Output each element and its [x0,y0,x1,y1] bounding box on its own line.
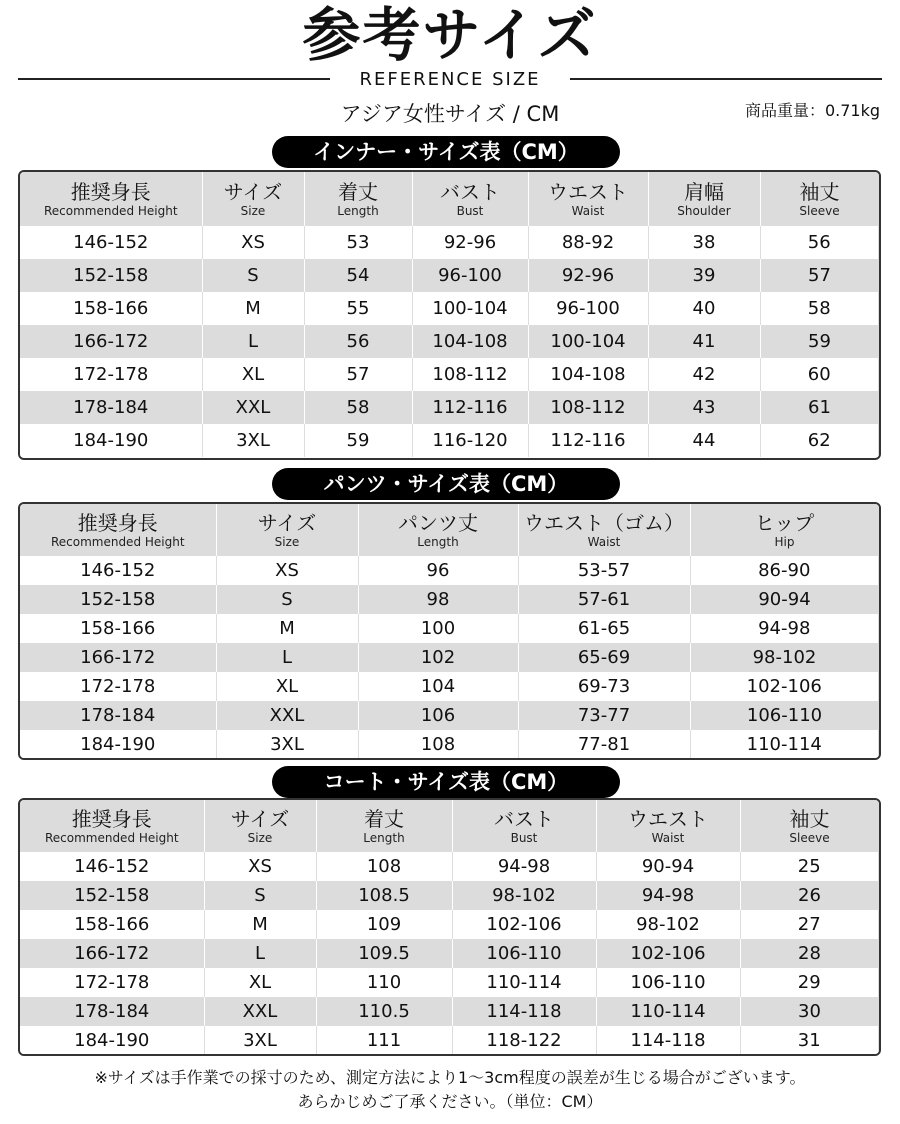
table-cell: 110.5 [316,997,452,1026]
table-row [20,585,879,614]
table-cell: 77-81 [518,730,690,759]
table-cell: 114-118 [452,997,596,1026]
inner-size-table [20,172,879,457]
table-cell: 178-184 [20,997,204,1026]
footer-note-line1: ※サイズは手作業での採寸のため、測定方法により1～3cm程度の誤差が生じる場合がございます。 [94,1068,806,1087]
inner-col-header [202,172,304,226]
table-cell: 108 [358,730,518,759]
table-cell: 112-116 [528,424,648,457]
table-row [20,325,879,358]
table-cell: 100-104 [412,292,528,325]
coat-col-header-en: Recommended Height [44,831,179,845]
inner-col-header [304,172,412,226]
pants-col-header-jp: パンツ丈 [398,511,478,535]
table-cell: 3XL [216,730,358,759]
coat-col-header-jp: 推奨身長 [71,807,152,831]
coat-col-header-en: Bust [510,831,538,845]
table-cell: 38 [648,226,760,259]
inner-col-header-en: Length [337,204,379,218]
pants-col-header [20,504,216,556]
table-cell: XXL [204,997,316,1026]
pants-col-header [216,504,358,556]
table-cell: 73-77 [518,701,690,730]
table-cell: M [202,292,304,325]
table-cell: 54 [304,259,412,292]
table-cell: 58 [304,391,412,424]
table-cell: 106-110 [452,939,596,968]
inner-col-header-jp: サイズ [223,180,283,204]
table-cell: 29 [740,968,879,997]
table-cell: 152-158 [20,259,202,292]
table-cell: 61-65 [518,614,690,643]
coat-col-header-jp: 袖丈 [789,807,830,831]
table-row [20,556,879,585]
table-cell: 106-110 [690,701,879,730]
table-cell: 69-73 [518,672,690,701]
pants-col-header-jp: サイズ [257,511,317,535]
table-cell: 56 [760,226,879,259]
table-row [20,292,879,325]
table-cell: 184-190 [20,730,216,759]
table-cell: 57 [304,358,412,391]
header-rule-left [18,78,330,80]
table-row [20,424,879,457]
inner-col-header-en: Sleeve [799,204,840,218]
table-cell: 88-92 [528,226,648,259]
table-cell: 28 [740,939,879,968]
coat-col-header [596,800,740,852]
table-cell: 108.5 [316,881,452,910]
table-cell: XL [204,968,316,997]
table-cell: 53 [304,226,412,259]
table-cell: 158-166 [20,292,202,325]
table-cell: 114-118 [596,1026,740,1055]
table-cell: 98-102 [452,881,596,910]
table-cell: 90-94 [596,852,740,881]
inner-col-header-en: Recommended Height [43,204,178,218]
table-cell: 152-158 [20,585,216,614]
table-cell: 61 [760,391,879,424]
table-cell: 59 [760,325,879,358]
table-cell: 166-172 [20,325,202,358]
table-cell: 172-178 [20,358,202,391]
table-cell: 98-102 [690,643,879,672]
table-cell: 86-90 [690,556,879,585]
size-standard-label: アジア女性サイズ / CM [340,102,560,126]
coat-col-header [316,800,452,852]
inner-col-header [20,172,202,226]
pants-col-header-en: Length [417,535,459,549]
coat-size-table-panel [18,798,881,1056]
pants-col-header-en: Hip [774,535,795,549]
table-cell: 25 [740,852,879,881]
table-cell: 94-98 [452,852,596,881]
table-row [20,672,879,701]
table-cell: M [204,910,316,939]
table-row [20,701,879,730]
table-row [20,852,879,881]
inner-col-header-jp: バスト [440,180,500,204]
table-cell: 184-190 [20,1026,204,1055]
inner-col-header-en: Shoulder [677,204,731,218]
table-cell: 100 [358,614,518,643]
table-cell: L [216,643,358,672]
table-cell: 31 [740,1026,879,1055]
table-cell: 40 [648,292,760,325]
coat-col-header-jp: 着丈 [364,807,404,831]
pants-col-header-en: Waist [587,535,621,549]
table-cell: 178-184 [20,391,202,424]
inner-col-header-jp: 袖丈 [799,180,840,204]
inner-col-header [760,172,879,226]
table-cell: L [202,325,304,358]
table-row [20,391,879,424]
table-cell: 96 [358,556,518,585]
table-cell: 102-106 [452,910,596,939]
table-cell: 60 [760,358,879,391]
coat-col-header-jp: バスト [494,807,554,831]
table-cell: 65-69 [518,643,690,672]
header-rule-right [570,78,882,80]
table-cell: 92-96 [528,259,648,292]
table-cell: 146-152 [20,556,216,585]
pants-col-header [518,504,690,556]
pants-col-header-jp: 推奨身長 [77,511,158,535]
table-row [20,968,879,997]
table-cell: 3XL [204,1026,316,1055]
coat-col-header-en: Size [247,831,273,845]
table-cell: 92-96 [412,226,528,259]
table-cell: XS [202,226,304,259]
table-cell: 111 [316,1026,452,1055]
pants-size-table [20,504,879,759]
table-cell: 109 [316,910,452,939]
table-cell: 41 [648,325,760,358]
pants-size-table-panel [18,502,881,760]
table-cell: 172-178 [20,968,204,997]
table-cell: 116-120 [412,424,528,457]
table-cell: 184-190 [20,424,202,457]
inner-col-header [528,172,648,226]
table-row [20,259,879,292]
table-cell: M [216,614,358,643]
table-cell: 57-61 [518,585,690,614]
table-cell: S [204,881,316,910]
coat-col-header-jp: サイズ [230,807,290,831]
table-cell: 58 [760,292,879,325]
pants-col-header [690,504,879,556]
pants-table-heading: パンツ・サイズ表（CM） [272,468,620,500]
pants-col-header-en: Size [274,535,300,549]
table-cell: 158-166 [20,614,216,643]
table-cell: 27 [740,910,879,939]
coat-col-header-en: Length [363,831,405,845]
footer-note-line2: あらかじめご了承ください。（単位：CM） [297,1092,603,1111]
inner-col-header-en: Bust [456,204,484,218]
table-cell: 62 [760,424,879,457]
table-cell: 109.5 [316,939,452,968]
table-cell: 57 [760,259,879,292]
table-cell: 3XL [202,424,304,457]
inner-col-header-en: Size [240,204,266,218]
table-row [20,643,879,672]
table-cell: 43 [648,391,760,424]
inner-col-header-jp: ウエスト [548,180,628,204]
table-row [20,939,879,968]
table-cell: 53-57 [518,556,690,585]
table-cell: 104-108 [528,358,648,391]
table-cell: 56 [304,325,412,358]
table-cell: XXL [216,701,358,730]
coat-size-table [20,800,879,1055]
pants-col-header-en: Recommended Height [50,535,185,549]
table-cell: 98-102 [596,910,740,939]
table-cell: 110-114 [596,997,740,1026]
table-row [20,358,879,391]
table-cell: 110-114 [452,968,596,997]
table-cell: XS [216,556,358,585]
pants-col-header-jp: ヒップ [754,511,815,535]
table-row [20,997,879,1026]
pants-col-header-jp: ウエスト（ゴム） [524,511,684,535]
coat-col-header-en: Sleeve [789,831,830,845]
table-cell: 102-106 [690,672,879,701]
table-cell: 166-172 [20,643,216,672]
inner-col-header-en: Waist [571,204,605,218]
table-row [20,910,879,939]
table-cell: 44 [648,424,760,457]
table-cell: 26 [740,881,879,910]
table-cell: XS [204,852,316,881]
table-cell: 30 [740,997,879,1026]
table-cell: XXL [202,391,304,424]
table-cell: 102-106 [596,939,740,968]
coat-col-header [204,800,316,852]
inner-size-table-panel [18,170,881,460]
inner-col-header [412,172,528,226]
inner-col-header-jp: 肩幅 [684,180,724,204]
table-cell: 104 [358,672,518,701]
table-cell: 94-98 [690,614,879,643]
reference-size-label: REFERENCE SIZE [359,69,541,90]
table-cell: 112-116 [412,391,528,424]
table-cell: 146-152 [20,226,202,259]
table-cell: 146-152 [20,852,204,881]
table-cell: S [216,585,358,614]
table-cell: 108 [316,852,452,881]
table-cell: XL [216,672,358,701]
coat-col-header [20,800,204,852]
table-cell: 166-172 [20,939,204,968]
table-cell: 110 [316,968,452,997]
product-weight: 商品重量：0.71kg [744,101,880,120]
table-row [20,1026,879,1055]
table-cell: 108-112 [528,391,648,424]
table-cell: 102 [358,643,518,672]
table-cell: 106-110 [596,968,740,997]
table-cell: L [204,939,316,968]
inner-col-header-jp: 着丈 [338,180,378,204]
table-cell: 178-184 [20,701,216,730]
table-row [20,881,879,910]
table-cell: 108-112 [412,358,528,391]
table-cell: S [202,259,304,292]
table-cell: 55 [304,292,412,325]
pants-col-header [358,504,518,556]
table-cell: 110-114 [690,730,879,759]
table-cell: 96-100 [412,259,528,292]
table-cell: 100-104 [528,325,648,358]
inner-col-header [648,172,760,226]
table-cell: 59 [304,424,412,457]
table-cell: XL [202,358,304,391]
table-cell: 90-94 [690,585,879,614]
table-row [20,226,879,259]
inner-col-header-jp: 推奨身長 [70,180,151,204]
coat-table-heading: コート・サイズ表（CM） [272,766,620,798]
coat-col-header-jp: ウエスト [628,807,708,831]
table-cell: 98 [358,585,518,614]
table-cell: 94-98 [596,881,740,910]
table-cell: 104-108 [412,325,528,358]
table-cell: 158-166 [20,910,204,939]
table-cell: 42 [648,358,760,391]
table-cell: 172-178 [20,672,216,701]
page-title: 参考サイズ [302,1,598,69]
table-row [20,730,879,759]
table-row [20,614,879,643]
table-cell: 118-122 [452,1026,596,1055]
inner-table-heading: インナー・サイズ表（CM） [272,136,620,168]
table-cell: 152-158 [20,881,204,910]
coat-col-header [740,800,879,852]
table-cell: 39 [648,259,760,292]
coat-col-header-en: Waist [651,831,685,845]
table-cell: 106 [358,701,518,730]
table-cell: 96-100 [528,292,648,325]
coat-col-header [452,800,596,852]
